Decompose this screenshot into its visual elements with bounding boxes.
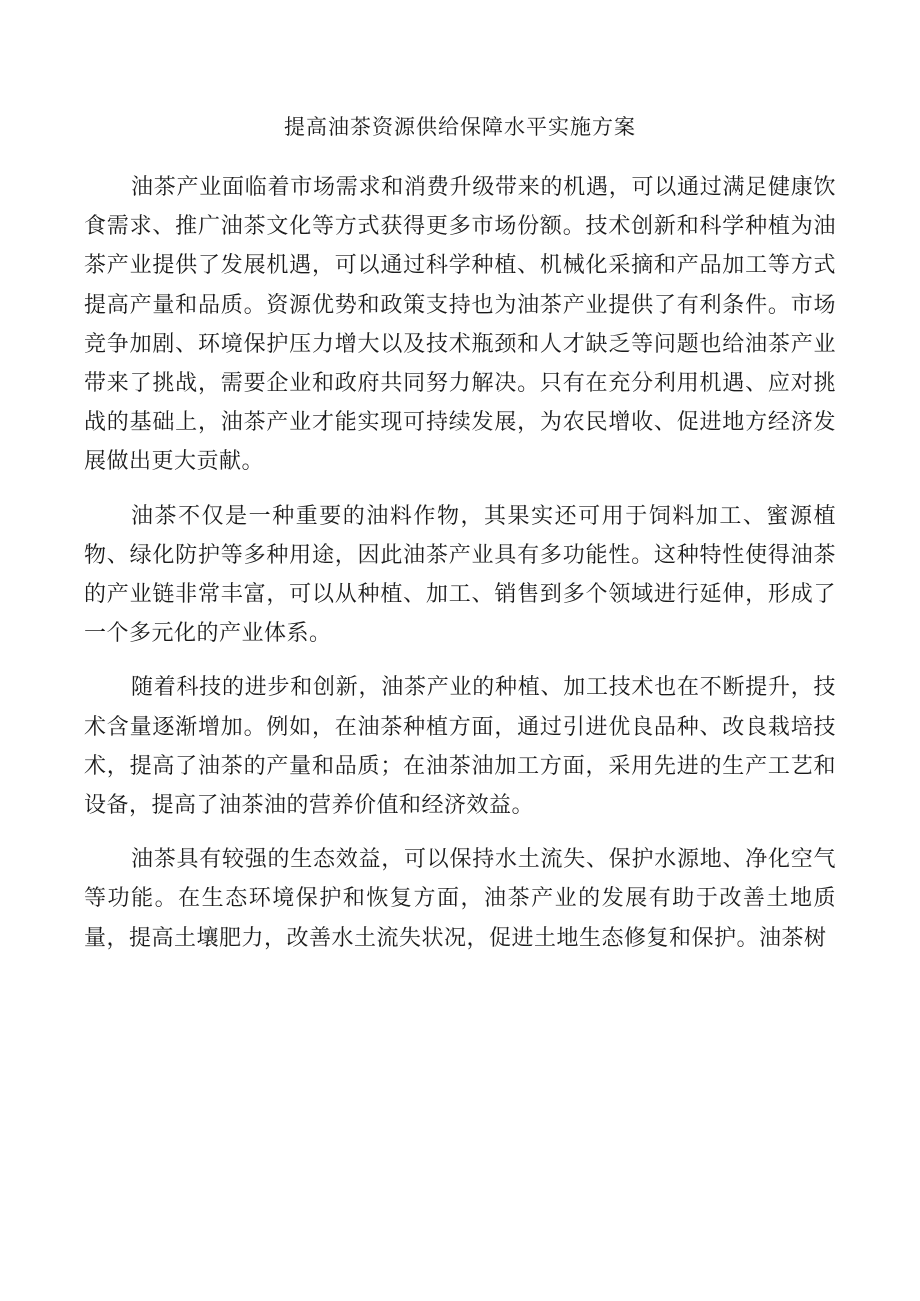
paragraph-2: 油茶不仅是一种重要的油料作物，其果实还可用于饲料加工、蜜源植物、绿化防护等多种用途，因此油茶产业具有多功能性。这种特性使得油茶的产业链非常丰富，可以从种植、加工、销售到多个领域进行延伸，形成了一个多元化的产业体系。 xyxy=(84,503,836,647)
paragraph-1: 油茶产业面临着市场需求和消费升级带来的机遇，可以通过满足健康饮食需求、推广油茶文化等方式获得更多市场份额。技术创新和科学种植为油茶产业提供了发展机遇，可以通过科学种植、机械化采摘和产品加工等方式提高产量和品质。资源优势和政策支持也为油茶产业提供了有利条件。市场竞争加剧、环境保护压力增大以及技术瓶颈和人才缺乏等问题也给油茶产业带来了挑战，需要企业和政府共同努力解决。只有在充分利用机遇、应对挑战的基础上，油茶产业才能实现可持续发展，为农民增收、促进地方经济发展做出更大贡献。 xyxy=(84,175,836,475)
document-body xyxy=(84,168,836,973)
document-title: 提高油茶资源供给保障水平实施方案 xyxy=(284,115,636,139)
paragraph-3: 随着科技的进步和创新，油茶产业的种植、加工技术也在不断提升，技术含量逐渐增加。例如，在油茶种植方面，通过引进优良品种、改良栽培技术，提高了油茶的产量和品质；在油茶油加工方面，采用先进的生产工艺和设备，提高了油茶油的营养价值和经济效益。 xyxy=(84,675,836,819)
paragraph-4: 油茶具有较强的生态效益，可以保持水土流失、保护水源地、净化空气等功能。在生态环境保护和恢复方面，油茶产业的发展有助于改善土地质量，提高土壤肥力，改善水土流失状况，促进土地生态修复和保护。油茶树 xyxy=(84,847,836,951)
